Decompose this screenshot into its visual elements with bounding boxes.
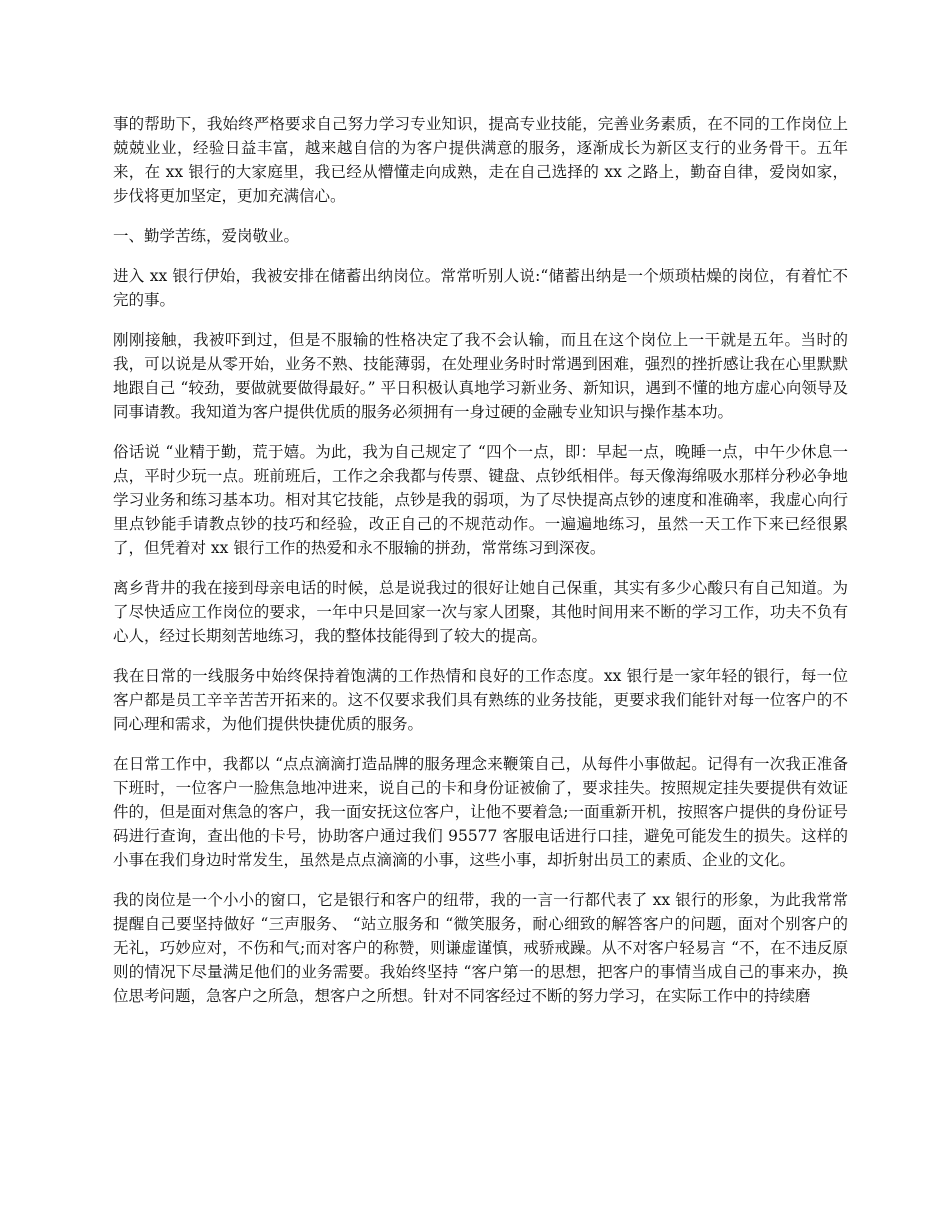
paragraph-intro: 事的帮助下，我始终严格要求自己努力学习专业知识，提高专业技能，完善业务素质，在不同的工作岗位上兢兢业业，经验日益丰富，越来越自信的为客户提供满意的服务，逐渐成长为新区支行的业务骨干。五年来，在 xx 银行的大家庭里，我已经从懵懂走向成熟，走在自己选择的 xx 之路上，勤奋自律，爱岗如家，步伐将更加坚定，更加充满信心。	[113, 115, 848, 205]
document-body	[113, 112, 848, 1008]
paragraph: 离乡背井的我在接到母亲电话的时候，总是说我过的很好让她自己保重，其实有多少心酸只有自己知道。为了尽快适应工作岗位的要求，一年中只是回家一次与家人团聚，其他时间用来不断的学习工作，功夫不负有心人，经过长期刻苦地练习，我的整体技能得到了较大的提高。	[113, 579, 848, 645]
paragraph: 刚刚接触，我被吓到过，但是不服输的性格决定了我不会认输，而且在这个岗位上一干就是五年。当时的我，可以说是从零开始，业务不熟、技能薄弱，在处理业务时时常遇到困难，强烈的挫折感让我在心里默默地跟自己 “较劲，要做就要做得最好。” 平日积极认真地学习新业务、新知识，遇到不懂的地方虚心向领导及同事请教。我知道为客户提供优质的服务必须拥有一身过硬的金融专业知识与操作基本功。	[113, 331, 848, 421]
paragraph: 在日常工作中，我都以 “点点滴滴打造品牌的服务理念来鞭策自己，从每件小事做起。记得有一次我正准备下班时，一位客户一脸焦急地冲进来，说自己的卡和身份证被偷了，要求挂失。按照规定挂失要提供有效证件的，但是面对焦急的客户，我一面安抚这位客户，让他不要着急;一面重新开机，按照客户提供的身份证号码进行查询，查出他的卡号，协助客户通过我们 95577 客服电话进行口挂，避免可能发生的损失。这样的小事在我们身边时常发生，虽然是点点滴滴的小事，这些小事，却折射出员工的素质、企业的文化。	[113, 755, 848, 869]
paragraph: 俗话说 “业精于勤，荒于嬉。为此，我为自己规定了 “四个一点，即：早起一点，晚睡一点，中午少休息一点，平时少玩一点。班前班后，工作之余我都与传票、键盘、点钞纸相伴。每天像海绵吸水那样分秒必争地学习业务和练习基本功。相对其它技能，点钞是我的弱项，为了尽快提高点钞的速度和准确率，我虚心向行里点钞能手请教点钞的技巧和经验，改正自己的不规范动作。一遍遍地练习，虽然一天工作下来已经很累了，但凭着对 xx 银行工作的热爱和永不服输的拼劲，常常练习到深夜。	[113, 443, 848, 557]
section-heading: 一、勤学苦练，爱岗敬业。	[113, 227, 300, 245]
paragraph: 我在日常的一线服务中始终保持着饱满的工作热情和良好的工作态度。xx 银行是一家年轻的银行，每一位客户都是员工辛辛苦苦开拓来的。这不仅要求我们具有熟练的业务技能，更要求我们能针对每一位客户的不同心理和需求，为他们提供快捷优质的服务。	[113, 667, 848, 733]
paragraph: 我的岗位是一个小小的窗口，它是银行和客户的纽带，我的一言一行都代表了 xx 银行的形象，为此我常常提醒自己要坚持做好 “三声服务、 “站立服务和 “微笑服务，耐心细致的解答客户的问题，面对个别客户的无礼，巧妙应对，不伤和气;而对客户的称赞，则谦虚谨慎，戒骄戒躁。从不对客户轻易言 “不，在不违反原则的情况下尽量满足他们的业务需要。我始终坚持 “客户第一的思想，把客户的事情当成自己的事来办，换位思考问题，急客户之所急，想客户之所想。针对不同客经过不断的努力学习，在实际工作中的持续磨	[113, 891, 848, 1005]
paragraph: 进入 xx 银行伊始，我被安排在储蓄出纳岗位。常常听别人说:“储蓄出纳是一个烦琐枯燥的岗位，有着忙不完的事。	[113, 267, 848, 309]
